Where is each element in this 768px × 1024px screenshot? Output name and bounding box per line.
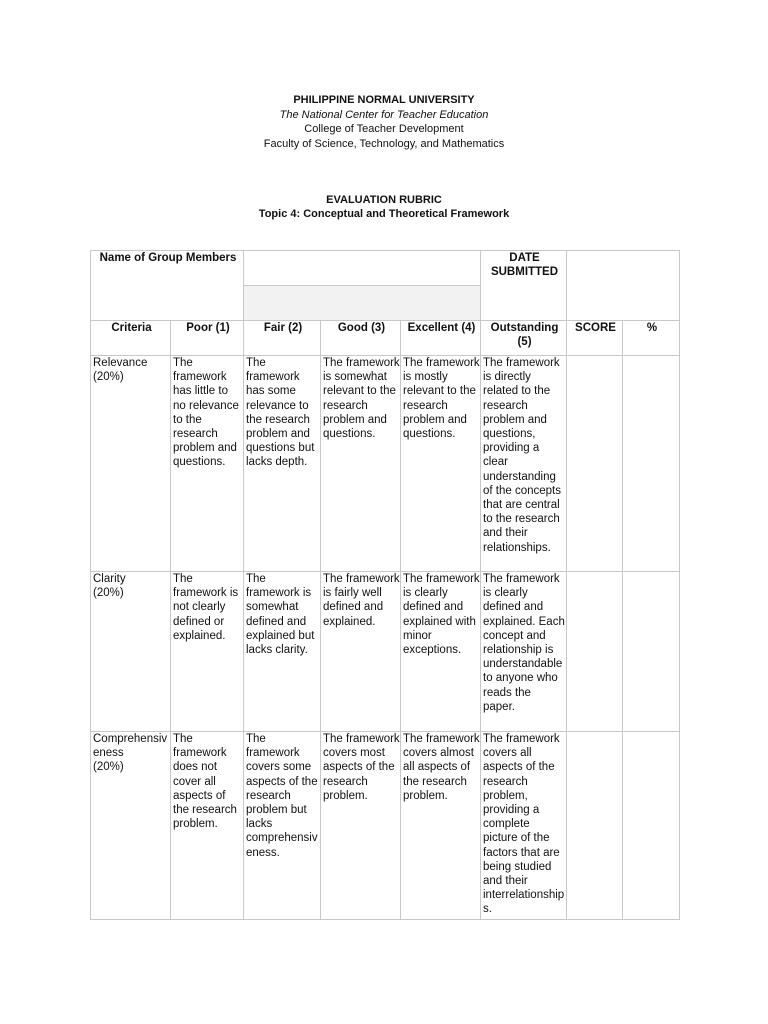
table-row [91,356,680,572]
poor-descriptor: The framework is not clearly defined or explained. [171,572,244,732]
criterion-weight: (20%) [93,371,124,384]
excellent-descriptor: The framework is mostly relevant to the research problem and questions. [401,356,481,572]
excellent-descriptor: The framework covers almost all aspects of the research problem. [401,732,481,920]
fair-descriptor: The framework has some relevance to the research problem and questions but lacks depth. [244,356,321,572]
outstanding-descriptor: The framework is clearly defined and explained. Each concept and relationship is understandable to anyone who reads the paper. [481,572,567,732]
criterion-cell [91,572,171,732]
criterion-name: Clarity [93,573,126,585]
table-row [91,732,680,920]
criterion-name: Comprehensiveness [93,733,168,760]
col-header-good: Good (3) [321,321,401,356]
document-header [0,93,768,151]
university-tagline: The National Center for Teacher Education [279,108,489,121]
faculty-name: Faculty of Science, Technology, and Mathematics [263,137,505,150]
college-name: College of Teacher Development [304,123,464,135]
percent-cell[interactable] [623,572,680,732]
excellent-descriptor: The framework is clearly defined and explained with minor exceptions. [401,572,481,732]
fair-descriptor: The framework is somewhat defined and explained but lacks clarity. [244,572,321,732]
poor-descriptor: The framework has little to no relevance to the research problem and questions. [171,356,244,572]
percent-cell[interactable] [623,732,680,920]
score-cell[interactable] [567,732,623,920]
date-submitted-label: DATE SUBMITTED [481,251,567,321]
fair-descriptor: The framework covers some aspects of the research problem but lacks comprehensiveness. [244,732,321,920]
university-name: PHILIPPINE NORMAL UNIVERSITY [293,94,475,106]
col-header-excellent: Excellent (4) [401,321,481,356]
rubric-heading [0,193,768,221]
group-members-field[interactable] [244,251,481,286]
rubric-title: EVALUATION RUBRIC [326,194,442,206]
good-descriptor: The framework is fairly well defined and explained. [321,572,401,732]
criterion-cell [91,356,171,572]
col-header-fair: Fair (2) [244,321,321,356]
score-cell[interactable] [567,356,623,572]
criterion-weight: (20%) [93,761,124,774]
table-row [91,572,680,732]
poor-descriptor: The framework does not cover all aspects of the research problem. [171,732,244,920]
score-cell[interactable] [567,572,623,732]
col-header-outstanding: Outstanding (5) [481,321,567,356]
column-header-row [91,321,680,356]
criterion-name: Relevance [93,357,148,369]
group-members-label: Name of Group Members [91,251,244,321]
percent-cell[interactable] [623,356,680,572]
col-header-score: SCORE [567,321,623,356]
group-members-field-2[interactable] [244,286,481,321]
good-descriptor: The framework covers most aspects of the research problem. [321,732,401,920]
rubric-table [90,250,680,920]
col-header-poor: Poor (1) [171,321,244,356]
col-header-criteria: Criteria [91,321,171,356]
outstanding-descriptor: The framework covers all aspects of the research problem, providing a complete picture of the factors that are being studied and their interrelationships. [481,732,567,920]
rubric-topic: Topic 4: Conceptual and Theoretical Framework [258,208,510,220]
good-descriptor: The framework is somewhat relevant to the research problem and questions. [321,356,401,572]
date-submitted-field[interactable] [567,251,680,321]
criterion-cell [91,732,171,920]
criterion-weight: (20%) [93,587,124,600]
outstanding-descriptor: The framework is directly related to the research problem and questions, providing a clear understanding of the concepts that are central to the research and their relationships. [481,356,567,572]
col-header-percent: % [623,321,680,356]
